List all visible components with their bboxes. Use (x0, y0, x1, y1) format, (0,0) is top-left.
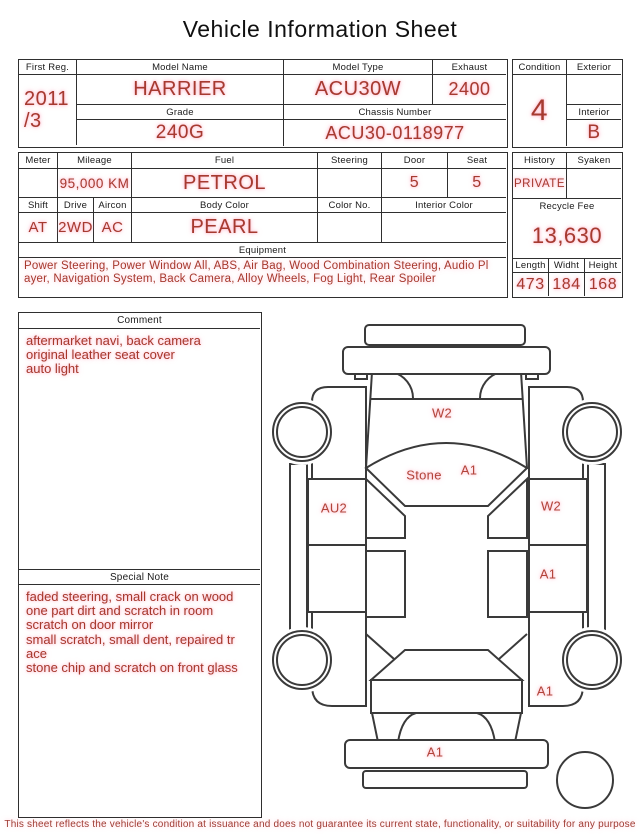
exhaust-value: 2400 (433, 75, 506, 105)
equipment-line: Power Steering, Power Window All, ABS, Air Bag, Wood Combination Steering, Audio Pl (24, 260, 489, 272)
special-note-line: stone chip and scratch on front glass (26, 660, 238, 676)
special-note-line: scratch on door mirror (26, 617, 154, 633)
door-header: Door (382, 153, 448, 169)
equipment-line: ayer, Navigation System, Back Camera, Alloy Wheels, Fog Light, Rear Spoiler (24, 273, 436, 285)
tailgate (371, 680, 522, 713)
steering-header: Steering (318, 153, 382, 169)
comment-line: original leather seat cover (26, 347, 175, 363)
damage-label-front-left-door: AU2 (320, 500, 348, 516)
grade-value: 240G (77, 120, 284, 146)
damage-label-windshield-stone: Stone (406, 467, 442, 483)
syaken-value (567, 169, 621, 199)
page-title: Vehicle Information Sheet (182, 16, 458, 42)
syaken-header: Syaken (567, 153, 621, 169)
history-box (512, 152, 623, 298)
rear-door-panel-left (308, 545, 366, 612)
comment-line: auto light (26, 361, 79, 377)
aircon-header: Aircon (94, 198, 132, 213)
shift-value: AT (19, 213, 58, 243)
model-type-value: ACU30W (284, 75, 433, 105)
interior-color-header: Interior Color (382, 198, 506, 213)
chassis-number-header: Chassis Number (284, 105, 506, 120)
rear-door-panel-right (529, 545, 587, 612)
equipment-text (19, 258, 506, 296)
wheel-front-left (273, 403, 331, 461)
exhaust-header: Exhaust (433, 60, 506, 75)
wheel-rear-right (563, 631, 621, 689)
wheel-front-right (563, 403, 621, 461)
recycle-fee-header: Recycle Fee (539, 201, 595, 212)
body-color-header: Body Color (132, 198, 318, 213)
comment-line: aftermarket navi, back camera (26, 333, 201, 348)
first-reg-value (19, 75, 77, 145)
info-table (18, 59, 508, 148)
grading-box (512, 59, 623, 148)
wheel-rear-left (273, 631, 331, 689)
length-header: Length (513, 258, 549, 273)
rear-door-window-left (366, 551, 405, 617)
comment-box (18, 312, 262, 818)
special-note-line: ace (26, 645, 47, 661)
height-header: Height (585, 258, 621, 273)
car-top-view-outline (270, 316, 625, 811)
special-note-header: Special Note (19, 569, 260, 585)
comment-text (19, 329, 260, 567)
fuel-value: PETROL (132, 169, 318, 198)
grade-header: Grade (77, 105, 284, 120)
height-value: 168 (588, 275, 618, 293)
color-no-header: Color No. (318, 198, 382, 213)
equipment-header: Equipment (19, 243, 506, 258)
width-value: 184 (549, 273, 585, 296)
mileage-value: 95,000 KM (58, 169, 132, 198)
color-no-value (318, 213, 382, 243)
seat-value: 5 (448, 169, 506, 198)
interior-header: Interior (567, 105, 621, 120)
spare-tire (557, 752, 613, 808)
damage-label-windshield-a1: A1 (460, 462, 478, 478)
width-header: Widht (549, 258, 585, 273)
special-note-line: small scratch, small dent, repaired tr (26, 631, 235, 647)
exterior-header: Exterior (567, 60, 621, 75)
drive-value: 2WD (58, 213, 94, 243)
condition-value: 4 (513, 75, 567, 146)
front-bumper-upper (365, 325, 525, 345)
exterior-value (567, 75, 621, 105)
model-type-header: Model Type (284, 60, 433, 75)
rear-door-window-right (488, 551, 527, 617)
model-name-value: HARRIER (77, 75, 284, 105)
first-reg-header: First Reg. (19, 60, 77, 75)
damage-label-rear-bumper: A1 (426, 744, 444, 760)
length-value: 473 (513, 273, 549, 296)
steering-value (318, 169, 382, 198)
damage-label-rear-right-door: A1 (539, 566, 557, 582)
comment-header: Comment (19, 313, 260, 329)
special-note-line: faded steering, small crack on wood (26, 589, 234, 604)
disclaimer-text: This sheet reflects the vehicle's condition at issuance and does not guarantee its current state, functionality, or suitability for any purpose (4, 819, 636, 830)
tailgate-lower (372, 713, 521, 742)
rear-window (371, 650, 522, 680)
seat-header: Seat (448, 153, 506, 169)
first-reg-year: 2011 (24, 88, 70, 110)
aircon-value: AC (94, 213, 132, 243)
chassis-number-value: ACU30-0118977 (325, 122, 465, 143)
interior-color-value (382, 213, 506, 243)
front-bumper (343, 347, 550, 374)
side-rail-left (290, 464, 307, 631)
meter-value (19, 169, 58, 198)
car-diagram (270, 316, 625, 811)
meter-header: Meter (19, 153, 58, 169)
first-reg-month: /3 (24, 110, 42, 132)
rear-bumper (345, 740, 548, 768)
recycle-fee-value: 13,630 (531, 223, 603, 248)
door-value: 5 (382, 169, 448, 198)
damage-label-rear-right-quarter: A1 (536, 683, 554, 699)
shift-header: Shift (19, 198, 58, 213)
special-note-line: one part dirt and scratch in room (26, 603, 214, 619)
fuel-header: Fuel (132, 153, 318, 169)
model-name-header: Model Name (77, 60, 284, 75)
drive-header: Drive (58, 198, 94, 213)
rear-bumper-lower (363, 771, 527, 788)
damage-label-front-right-panel: W2 (540, 498, 562, 514)
history-header: History (513, 153, 567, 169)
condition-header: Condition (513, 60, 567, 75)
spec-table (18, 152, 508, 298)
mileage-header: Mileage (58, 153, 132, 169)
special-note-text (19, 585, 260, 813)
interior-value: B (587, 122, 601, 143)
side-rail-right (588, 464, 605, 631)
body-color-value: PEARL (132, 213, 318, 243)
history-value: PRIVATE (513, 169, 567, 199)
damage-label-hood: W2 (431, 405, 453, 421)
